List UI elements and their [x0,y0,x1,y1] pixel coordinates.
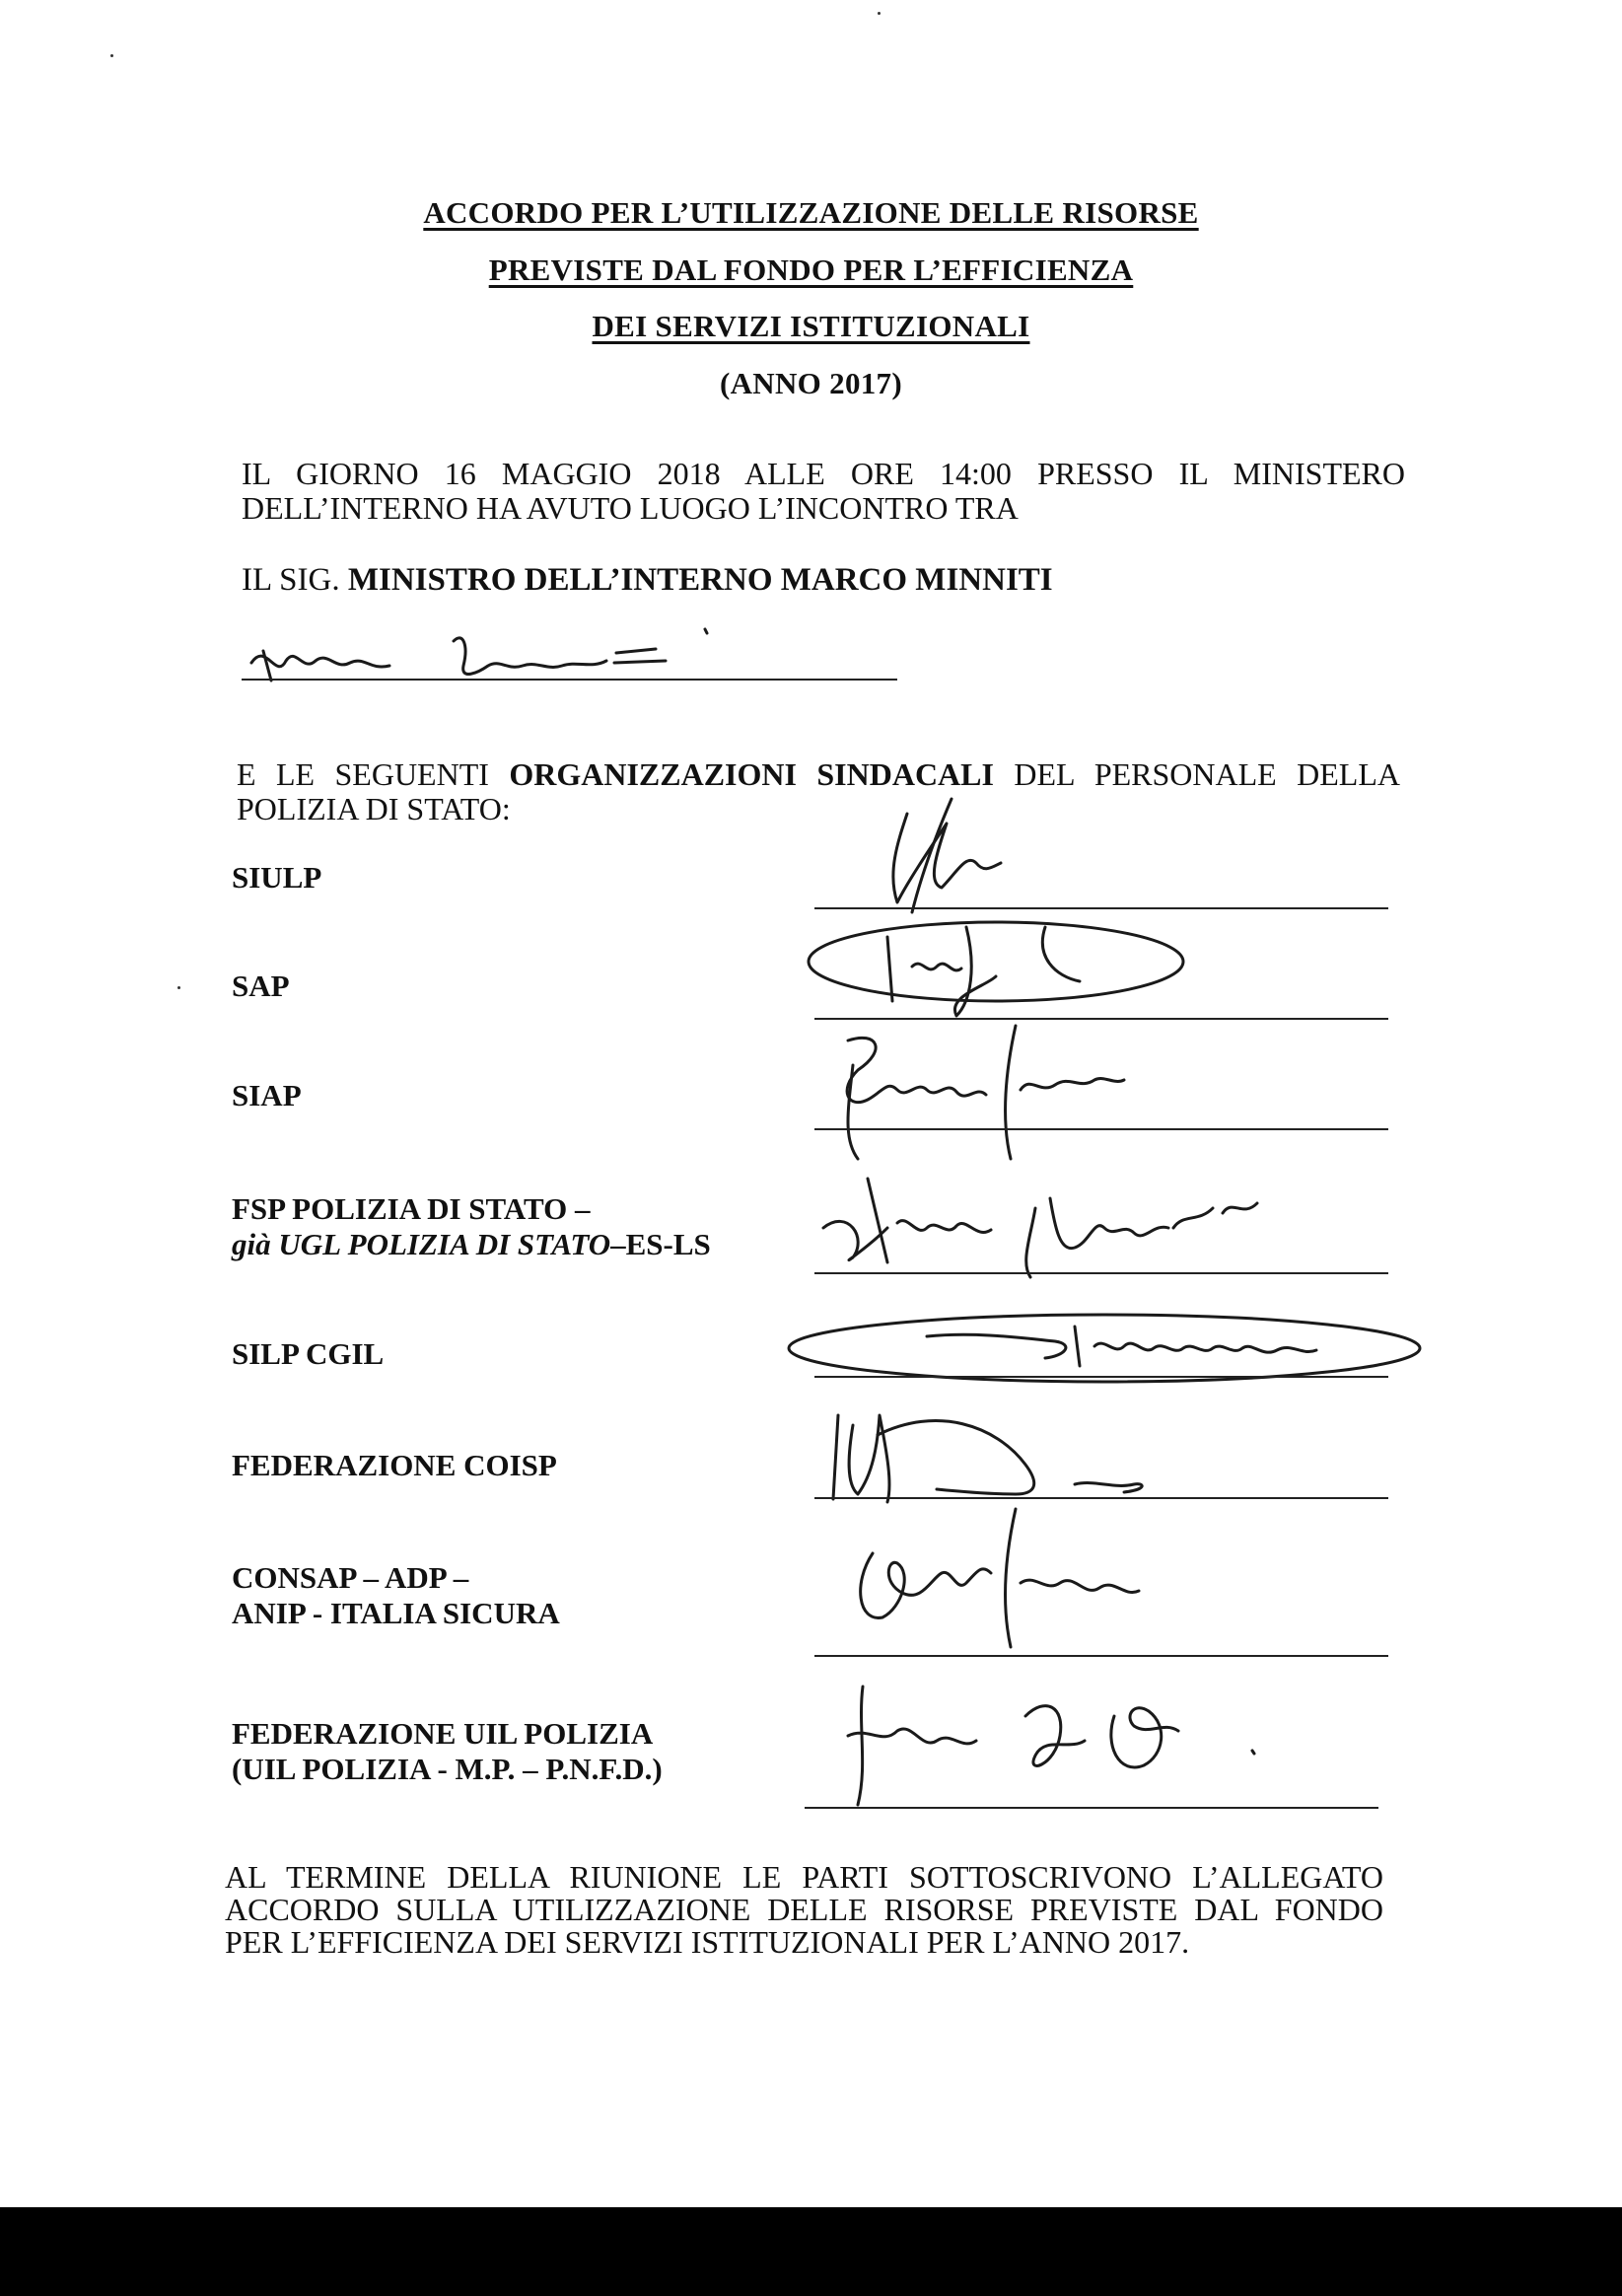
title-line-3: DEI SERVIZI ISTITUZIONALI [592,309,1030,343]
closing-paragraph: AL TERMINE DELLA RIUNIONE LE PARTI SOTTOSCRIVONO L’ALLEGATO ACCORDO SULLA UTILIZZAZIONE DELLE RISORSE PREVISTE DAL FONDO PER L’EFFICIENZA DEI SERVIZI ISTITUZIONALI PER L’ANNO 2017. [225,1859,1383,1960]
union-label-siulp: SIULP [232,860,322,895]
signature-line-silp [814,1376,1388,1378]
union-label-coisp: FEDERAZIONE COISP [232,1448,557,1482]
signature-line-uil [805,1807,1378,1809]
minister-signature [242,611,715,700]
signature-line-sap [814,1018,1388,1020]
signature-coisp [818,1396,1173,1514]
unions-intro-paragraph [237,757,1400,826]
union-label-silp: SILP CGIL [232,1336,385,1371]
intro-paragraph: IL GIORNO 16 MAGGIO 2018 ALLE ORE 14:00 PRESSO IL MINISTERO DELL’INTERNO HA AVUTO LUOGO L’INCONTRO TRA [242,456,1405,526]
title-year: (ANNO 2017) [720,366,902,400]
signature-uil [838,1657,1262,1825]
title-line-1: ACCORDO PER L’UTILIZZAZIONE DELLE RISORSE [423,195,1199,230]
signature-fsp [809,1169,1272,1287]
minister-name: MINISTRO DELL’INTERNO MARCO MINNITI [347,562,1053,598]
title-line-2: PREVISTE DAL FONDO PER L’EFFICIENZA [488,252,1134,287]
unions-intro-before: E LE SEGUENTI [237,756,489,792]
signature-silp [779,1307,1430,1396]
signature-siulp [868,794,1045,922]
scan-speck [110,54,113,57]
signature-line-siap [814,1128,1388,1130]
scan-speck [878,12,881,15]
minister-prefix: IL SIG. [242,562,340,598]
signature-line-coisp [814,1497,1388,1499]
union-label-siap: SIAP [232,1078,302,1112]
signature-siap [818,1021,1134,1169]
unions-intro-after: DEL PERSONALE DELLA POLIZIA DI STATO: [237,756,1400,826]
signature-consap [843,1504,1159,1652]
union-label-consap: CONSAP – ADP – ANIP - ITALIA SICURA [232,1560,560,1630]
minister-signature-line [242,679,897,681]
signature-sap [799,907,1193,1031]
signature-line-fsp [814,1272,1388,1274]
union-label-uil: FEDERAZIONE UIL POLIZIA (UIL POLIZIA - M.P. – P.N.F.D.) [232,1716,663,1786]
minister-line [242,562,1053,599]
unions-intro-bold: ORGANIZZAZIONI SINDACALI [509,756,994,792]
union-label-sap: SAP [232,969,290,1003]
scan-speck [177,986,180,989]
union-label-fsp: FSP POLIZIA DI STATO – già UGL POLIZIA DI STATO–ES-LS [232,1191,711,1261]
scan-border-bottom [0,2207,1622,2296]
